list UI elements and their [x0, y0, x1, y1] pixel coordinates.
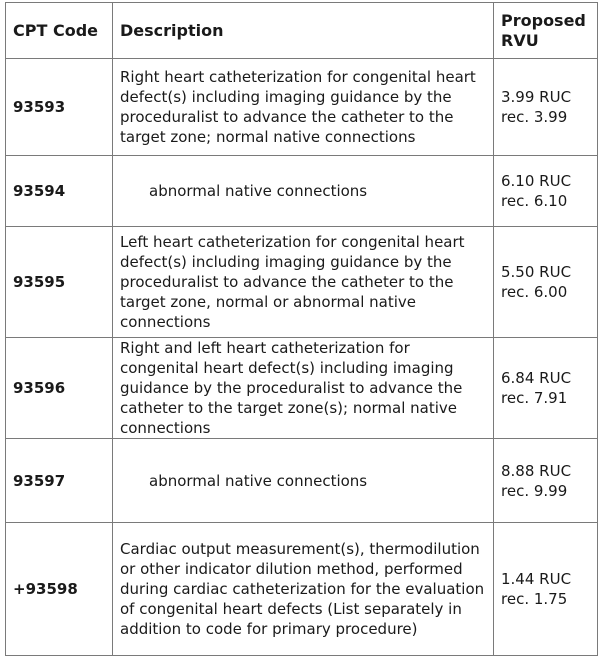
- table-row: [6, 338, 598, 439]
- cpt-code: 93594: [6, 156, 113, 227]
- header-cpt-code: CPT Code: [6, 3, 113, 59]
- header-row: [6, 3, 598, 59]
- table-row: [6, 227, 598, 338]
- proposed-rvu: [494, 227, 598, 338]
- proposed-rvu-value: 1.44 RUC rec. 1.75: [501, 570, 572, 608]
- proposed-rvu-value: 5.50 RUC rec. 6.00: [501, 263, 572, 301]
- cpt-code: 93596: [6, 338, 113, 439]
- table-row: [6, 439, 598, 523]
- description: abnormal native connections: [113, 156, 494, 227]
- header-proposed-rvu: [494, 3, 598, 59]
- cpt-rvu-table: [5, 2, 598, 656]
- cpt-code: 93597: [6, 439, 113, 523]
- cpt-code: 93595: [6, 227, 113, 338]
- description: Right and left heart catheterization for congenital heart defect(s) including imaging guidance by the proceduralist to advance the catheter to the target zone(s); normal native connections: [113, 338, 494, 439]
- proposed-rvu-value: 6.10 RUC rec. 6.10: [501, 172, 572, 210]
- table-row: [6, 156, 598, 227]
- description: Cardiac output measurement(s), thermodilution or other indicator dilution method, performed during cardiac catheterization for the evaluation of congenital heart defects (List separately in addition to code for primary procedure): [113, 523, 494, 656]
- header-description: Description: [113, 3, 494, 59]
- proposed-rvu-value: 3.99 RUC rec. 3.99: [501, 88, 572, 126]
- proposed-rvu: [494, 338, 598, 439]
- description: Left heart catheterization for congenital heart defect(s) including imaging guidance by the proceduralist to advance the catheter to the target zone, normal or abnormal native connections: [113, 227, 494, 338]
- table-row: [6, 523, 598, 656]
- proposed-rvu: [494, 439, 598, 523]
- description: abnormal native connections: [113, 439, 494, 523]
- cpt-code: 93593: [6, 59, 113, 156]
- proposed-rvu: [494, 59, 598, 156]
- header-proposed-rvu-label: Proposed RVU: [501, 10, 586, 50]
- proposed-rvu-value: 8.88 RUC rec. 9.99: [501, 461, 572, 500]
- cpt-code: +93598: [6, 523, 113, 656]
- description: Right heart catheterization for congenital heart defect(s) including imaging guidance by the proceduralist to advance the catheter to the target zone; normal native connections: [113, 59, 494, 156]
- proposed-rvu: [494, 156, 598, 227]
- table-row: [6, 59, 598, 156]
- proposed-rvu: [494, 523, 598, 656]
- proposed-rvu-value: 6.84 RUC rec. 7.91: [501, 369, 572, 407]
